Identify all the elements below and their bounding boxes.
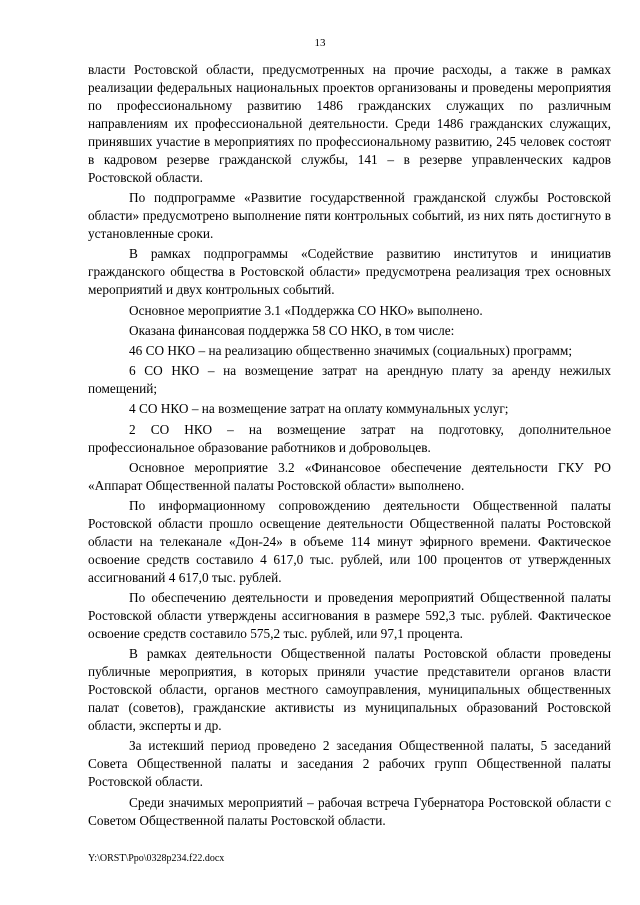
paragraph: 46 СО НКО – на реализацию общественно значимых (социальных) программ; <box>129 342 573 358</box>
paragraph: Основное мероприятие 3.2 «Финансовое обеспечение деятельности ГКУ РО «Аппарат Общественной палаты Ростовской области» выполнено. <box>88 459 611 493</box>
paragraph: 6 СО НКО – на возмещение затрат на арендную плату за аренду нежилых помещений; <box>88 363 611 397</box>
paragraph: По информационному сопровождению деятельности Общественной палаты Ростовской области прошло освещение деятельности Общественной палаты Ростовской области на телеканале «Дон-24» в объеме 114 минут эфирного времени. Фактическое освоение средств составило 4 617,0 тыс. рублей, или 100 процентов от утвержденных ассигнований 4 617,0 тыс. рублей. <box>88 497 611 585</box>
paragraph: По обеспечению деятельности и проведения мероприятий Общественной палаты Ростовской области утверждены ассигнования в размере 592,3 тыс. рублей. Фактическое освоение средств составило 575,2 тыс. рублей, или 97,1 процента. <box>88 590 611 642</box>
paragraph: 4 СО НКО – на возмещение затрат на оплату коммунальных услуг; <box>129 401 509 417</box>
paragraph: Основное мероприятие 3.1 «Поддержка СО НКО» выполнено. <box>129 302 483 318</box>
paragraph: В рамках деятельности Общественной палаты Ростовской области проведены публичные мероприятия, в которых приняли участие представители органов власти Ростовской области, органов местного самоуправления, муниципальных общественных палат (советов), гражданские активисты из муниципальных образований Ростовской области, эксперты и др. <box>88 646 611 734</box>
paragraph: За истекший период проведено 2 заседания Общественной палаты, 5 заседаний Совета Общественной палаты и заседания 2 рабочих групп Общественной палаты Ростовской области. <box>88 738 611 790</box>
file-path-footer: Y:\ORST\Ppo\0328p234.f22.docx <box>88 853 225 864</box>
paragraph: Среди значимых мероприятий – рабочая встреча Губернатора Ростовской области с Советом Общественной палаты Ростовской области. <box>88 794 611 828</box>
paragraph-continued: власти Ростовской области, предусмотренных на прочие расходы, а также в рамках реализации федеральных национальных проектов организованы и проведены мероприятия по профессиональному развитию 1486 гражданских служащих по различным направлениям их профессиональной деятельности. Среди 1486 гражданских служащих, принявших участие в мероприятиях по профессиональному развитию, 245 человек состоят в кадровом резерве гражданской службы, 141 – в резерве управленческих кадров Ростовской области. <box>88 62 611 185</box>
paragraph: 2 СО НКО – на возмещение затрат на подготовку, дополнительное профессиональное образование работников и добровольцев. <box>88 421 611 455</box>
paragraph: По подпрограмме «Развитие государственной гражданской службы Ростовской области» предусмотрено выполнение пяти контрольных событий, из них пять достигнуто в установленные сроки. <box>88 190 611 242</box>
page-number: 13 <box>314 37 326 49</box>
paragraph: Оказана финансовая поддержка 58 СО НКО, в том числе: <box>129 322 455 338</box>
document-body <box>88 61 611 832</box>
paragraph: В рамках подпрограммы «Содействие развитию институтов и инициатив гражданского общества в Ростовской области» предусмотрена реализация трех основных мероприятий и двух контрольных событий. <box>88 246 611 298</box>
